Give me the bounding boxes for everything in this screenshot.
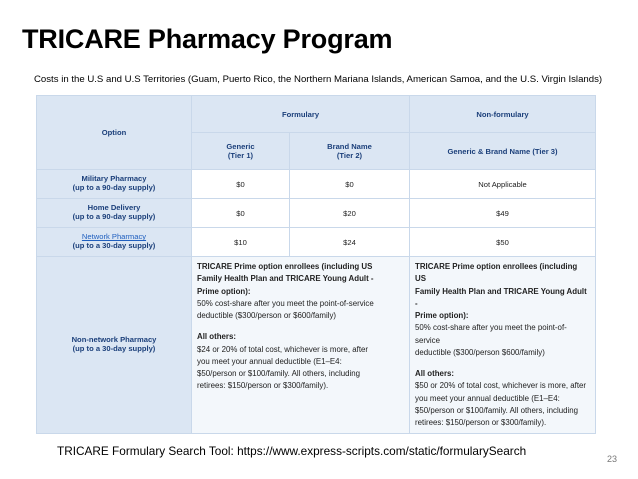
formulary-search-tool-text: TRICARE Formulary Search Tool: https://www.express-scripts.com/static/formularySearch [57,444,527,458]
nonformulary-header: Non-formulary [410,96,596,133]
generic-cost: $0 [192,170,290,199]
brand-cost: $0 [290,170,410,199]
formulary-header: Formulary [192,96,410,133]
table-row [37,257,596,434]
option-non-network-pharmacy: Non-network Pharmacy (up to a 30-day supply) [37,257,192,434]
brand-cost: $24 [290,228,410,257]
tier3-cost: Not Applicable [410,170,596,199]
generic-tier1-header: Generic (Tier 1) [192,133,290,170]
generic-cost: $0 [192,199,290,228]
page-number: 23 [607,454,618,464]
table-row [37,170,596,199]
option-network-pharmacy: Network Pharmacy (up to a 30-day supply) [37,228,192,257]
tier3-cost: $49 [410,199,596,228]
brand-tier2-header: Brand Name (Tier 2) [290,133,410,170]
network-pharmacy-link[interactable]: Network Pharmacy [81,232,147,242]
page-title: TRICARE Pharmacy Program [22,24,393,54]
pharmacy-cost-table [36,95,596,434]
option-home-delivery: Home Delivery (up to a 90-day supply) [37,199,192,228]
option-military-pharmacy: Military Pharmacy (up to a 90-day supply) [37,170,192,199]
nonformulary-non-network-note: TRICARE Prime option enrollees (including US Family Health Plan and TRICARE Young Adult - Prime option): 50% cost-share after you meet the point-of-service deductible ($300/person $600/family) All others: $50 or 20% of total cost, whichever is more, after you meet your annual deductible (E1–E4: $50/person or $100/family. All others, including retirees: $150/person or $300/family). [410,257,596,434]
brand-cost: $20 [290,199,410,228]
table-row [37,199,596,228]
table-row [37,228,596,257]
generic-cost: $10 [192,228,290,257]
generic-brand-tier3-header: Generic & Brand Name (Tier 3) [410,133,596,170]
option-header: Option [37,96,192,170]
formulary-non-network-note: TRICARE Prime option enrollees (including US Family Health Plan and TRICARE Young Adult - Prime option): 50% cost-share after you meet the point-of-service deductible ($300/person or $600/family) All others: $24 or 20% of total cost, whichever is more, after you meet your annual deductible (E1–E4: $50/person or $100/family. All others, including retirees: $150/person or $300/family). [192,257,410,434]
page-subtitle: Costs in the U.S and U.S Territories (Guam, Puerto Rico, the Northern Mariana Islands, American Samoa, and the U.S. Virgin Islands) [34,74,603,85]
tier3-cost: $50 [410,228,596,257]
